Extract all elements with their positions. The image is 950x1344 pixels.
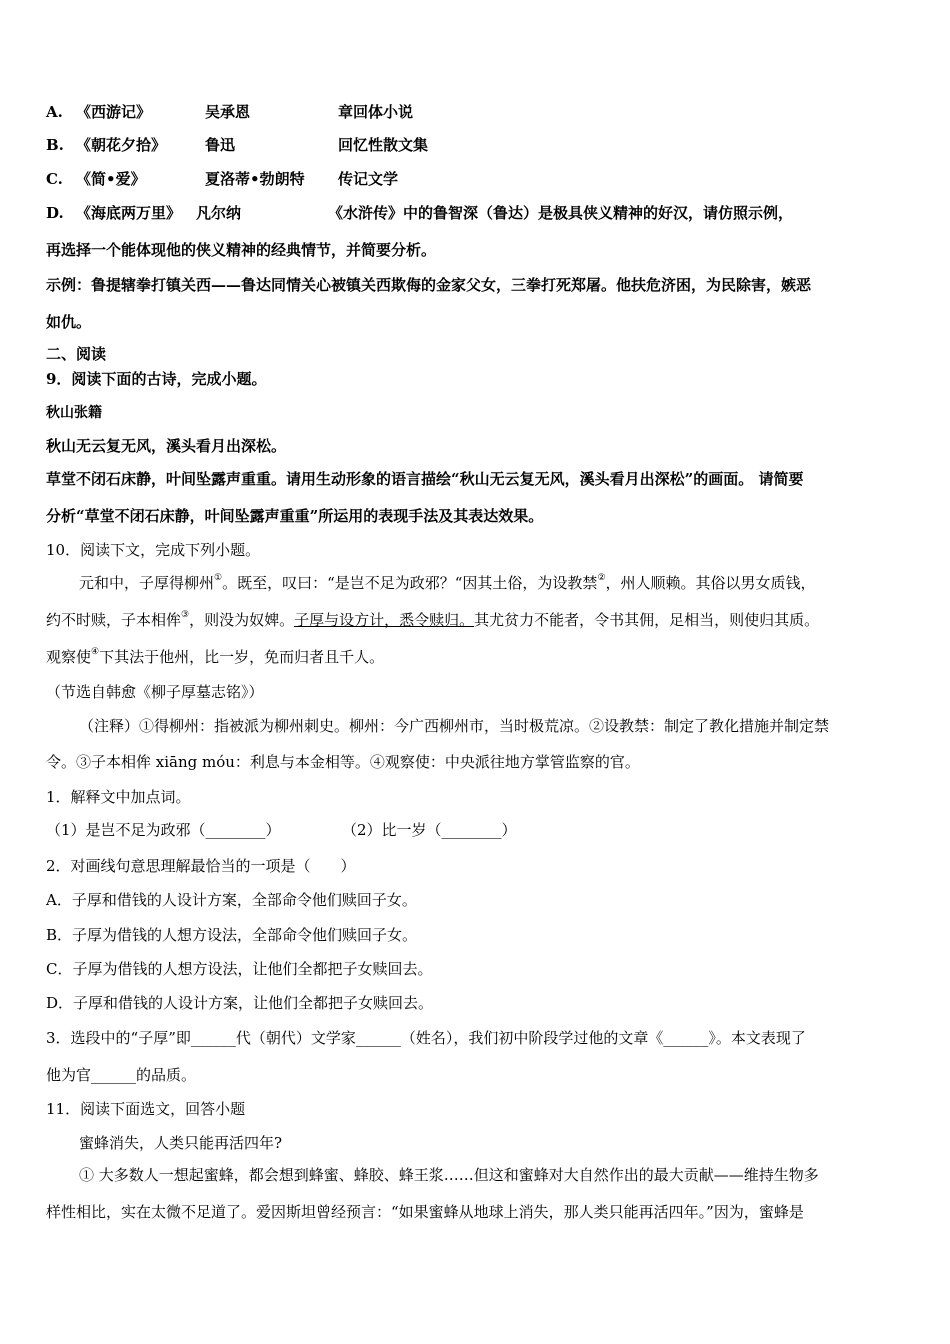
passage-text: ，则没为奴婢。 [189,611,295,629]
blank-1[interactable]: （1）是岂不足为政邪（________） [46,821,281,839]
option-genre: 章回体小说 [338,103,414,121]
option-letter: C. [46,170,63,188]
footnote-mark: ④ [91,647,100,657]
sub-question: 2．对画线句意思理解最恰当的一项是（ ） [46,857,356,875]
question-prompt: 11．阅读下面选文，回答小题 [46,1100,246,1118]
passage-line [79,573,816,593]
question-prompt: 9．阅读下面的古诗，完成小题。 [46,370,267,388]
option-a [46,102,414,122]
option-letter: B. [46,136,64,154]
passage-text: 元和中，子厚得柳州 [79,574,215,592]
passage-text: 。既至，叹曰：“是岂不足为政邪？“因其土俗，为设教禁 [222,574,598,592]
passage-line [46,610,819,630]
option-b [46,135,429,155]
article-title: 蜜蜂消失，人类只能再活四年? [79,1134,283,1152]
passage-text: 其尤贫力不能者，令书其佣，足相当，则使归其质。 [474,611,820,629]
passage-text: ，州人顺赖。其俗以男女质钱， [605,574,816,592]
poem-line: 秋山无云复无风，溪头看月出深松。 [46,437,287,455]
option-author: 夏洛蒂•勃朗特 [205,170,305,188]
underlined-sentence: 子厚与设方计，悉令赎归。 [294,611,475,629]
sub-question-blanks [46,820,517,840]
option-genre: 传记文学 [338,170,399,188]
passage-source: （节选自韩愈《柳子厚墓志铭》） [46,683,264,701]
sub-question: 3．选段中的“子厚”即______代（朝代）文学家______（姓名），我们初中阶段学过他的文章《______》。本文表现了 [46,1029,806,1047]
option-letter: D. [46,204,64,222]
choice-option[interactable]: B．子厚为借钱的人想方设法，全部命令他们赎回子女。 [46,926,418,944]
question-text: 《水浒传》中的鲁智深（鲁达）是极具侠义精神的好汉，请仿照示例， [328,204,794,222]
option-author: 鲁迅 [205,136,236,154]
footnote-mark: ① [214,573,223,583]
passage-text: 观察使 [46,648,92,666]
section-title: 二、阅读 [46,345,107,363]
paragraph-line: ① 大多数人一想起蜜蜂，都会想到蜂蜜、蜂胶、蜂王浆……但这和蜜蜂对大自然作出的最大贡献——维持生物多 [79,1166,819,1184]
choice-option[interactable]: D．子厚和借钱的人设计方案，让他们全都把子女赎回去。 [46,994,434,1012]
poem-line: 草堂不闭石床静，叶间坠露声重重。请用生动形象的语言描绘“秋山无云复无风，溪头看月出深松”的画面。 请简要 [46,470,804,488]
sub-question-cont: 他为官______的品质。 [46,1066,197,1084]
option-author: 凡尔纳 [196,204,242,222]
choice-option[interactable]: A．子厚和借钱的人设计方案，全部命令他们赎回子女。 [46,891,417,909]
sub-question: 1．解释文中加点词。 [46,788,191,806]
footnote-mark: ② [597,573,606,583]
footnote-mark: ③ [181,610,190,620]
poem-title: 秋山张籍 [46,405,102,421]
option-book: 《简•爱》 [76,170,146,188]
passage-line [46,647,384,667]
passage-text: 约不时赎，子本相侔 [46,611,182,629]
question-prompt: 10．阅读下文，完成下列小题。 [46,541,261,559]
option-book: 《海底两万里》 [76,204,182,222]
annotation-line: （注释）①得柳州：指被派为柳州刺史。柳州：今广西柳州市，当时极荒凉。②设教禁：制定了教化措施并制定禁 [79,717,830,735]
option-genre: 回忆性散文集 [338,136,429,154]
annotation-line: 令。③子本相侔 xiāng móu：利息与本金相等。④观察使：中央派往地方掌管监察的官。 [46,753,640,771]
blank-2[interactable]: （2）比一岁（________） [342,821,517,839]
passage-text: 下其法于他州，比一岁，免而归者且千人。 [99,648,385,666]
option-book: 《朝花夕拾》 [76,136,167,154]
question-text: 分析“草堂不闭石床静，叶间坠露声重重”所运用的表现手法及其表达效果。 [46,507,544,525]
choice-option[interactable]: C．子厚为借钱的人想方设法，让他们全都把子女赎回去。 [46,960,433,978]
example-line: 如仇。 [46,313,92,331]
option-c [46,169,399,189]
option-letter: A. [46,103,63,121]
option-book: 《西游记》 [76,103,152,121]
option-author: 吴承恩 [205,103,251,121]
question-text-cont: 再选择一个能体现他的侠义精神的经典情节，并简要分析。 [46,241,437,259]
example-line: 示例：鲁提辖拳打镇关西——鲁达同情关心被镇关西欺侮的金家父女，三拳打死郑屠。他扶危济困，为民除害，嫉恶 [46,276,812,294]
option-d [46,203,794,223]
paragraph-line: 样性相比，实在太微不足道了。爱因斯坦曾经预言：“如果蜜蜂从地球上消失，那人类只能再活四年。”因为，蜜蜂是 [46,1203,804,1221]
